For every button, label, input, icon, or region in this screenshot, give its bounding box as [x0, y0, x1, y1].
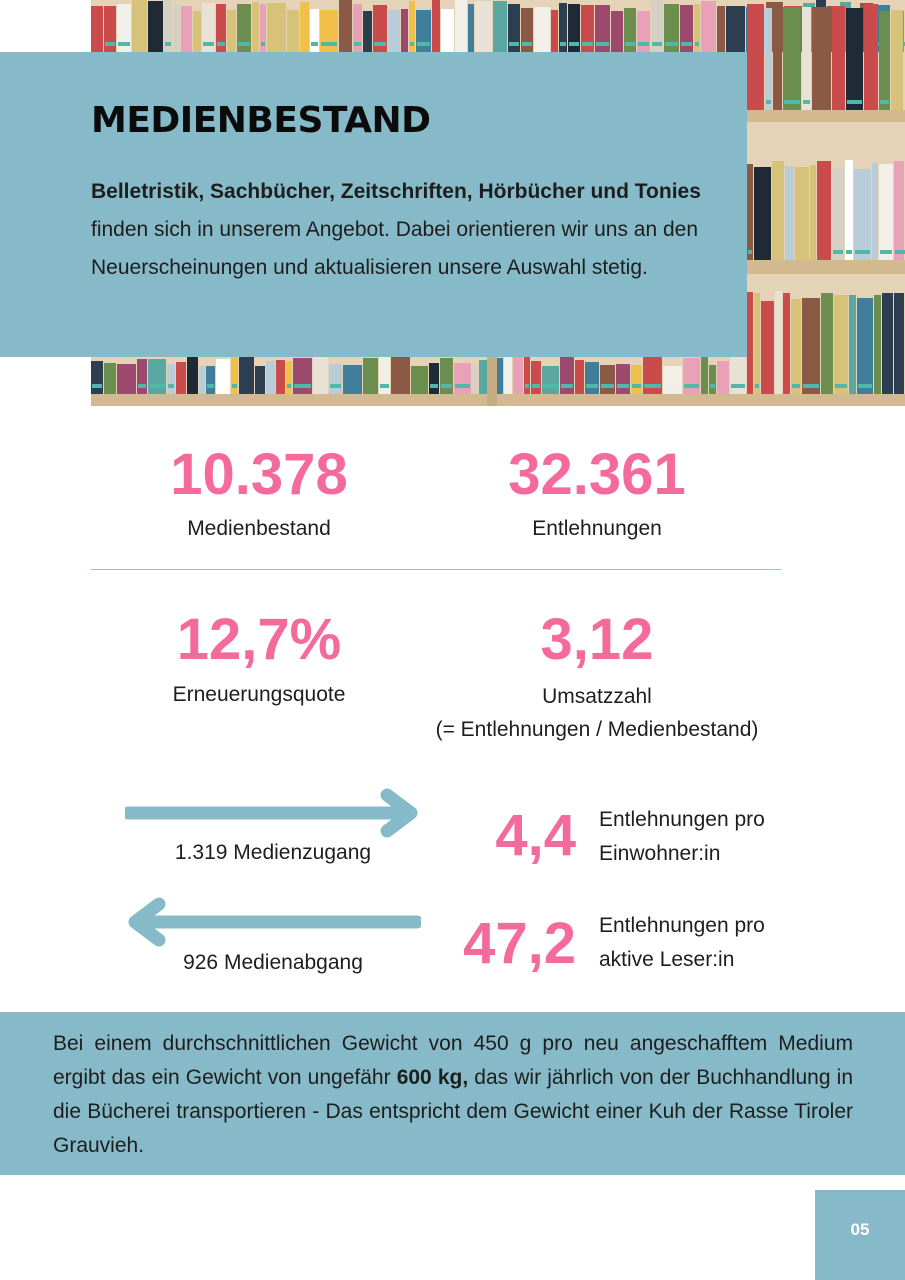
ratio-einwohner-line2: Einwohner:in	[599, 842, 721, 865]
stat-entlehnungen-label: Entlehnungen	[532, 517, 662, 540]
intro-text	[91, 173, 701, 287]
medienzugang-label: 1.319 Medienzugang	[174, 841, 372, 864]
weight-text-start: Bei einem durchschnittlichen Gewicht von 450 g pro neu angeschafftem Medium ergibt das ein Gewicht von ungefähr	[53, 1032, 853, 1089]
stat-erneuerungsquote-label: Erneuerungsquote	[172, 683, 346, 706]
ratio-einwohner-value: 4,4	[495, 803, 576, 868]
arrow-left-icon	[125, 897, 421, 947]
weight-text-bold: 600 kg,	[396, 1066, 469, 1089]
stat-medienbestand-label: Medienbestand	[187, 517, 331, 540]
arrow-right-icon	[125, 788, 421, 838]
stat-erneuerungsquote-value: 12,7%	[176, 607, 342, 672]
weight-text-end: das wir jährlich von der Buchhandlung in die Bücherei transportieren - Das entspricht dem Gewicht einer Kuh der Rasse Tiroler Grauvieh.	[53, 1066, 853, 1157]
ratio-aktive-value: 47,2	[463, 911, 576, 976]
ratio-einwohner-line1: Entlehnungen pro	[599, 808, 765, 831]
weight-text	[53, 1027, 853, 1163]
ratio-aktive-line2: aktive Leser:in	[599, 948, 735, 971]
ratio-aktive-text	[599, 909, 765, 977]
ratio-aktive-line1: Entlehnungen pro	[599, 914, 765, 937]
intro-rest-text: finden sich in unserem Angebot. Dabei orientieren wir uns an den Neuerscheinungen und aktualisieren unsere Auswahl stetig.	[91, 218, 699, 279]
page-number: 05	[850, 1220, 870, 1239]
stat-medienbestand-value: 10.378	[170, 442, 348, 507]
medienabgang-label: 926 Medienabgang	[183, 951, 363, 974]
stat-entlehnungen-value: 32.361	[508, 442, 686, 507]
stat-umsatzzahl-label: Umsatzzahl	[542, 685, 652, 708]
stat-umsatzzahl-note: (= Entlehnungen / Medienbestand)	[435, 718, 759, 741]
section-divider	[91, 569, 781, 570]
intro-bold-text: Belletristik, Sachbücher, Zeitschriften, Hörbücher und Tonies	[91, 180, 701, 203]
stat-umsatzzahl-value: 3,12	[540, 607, 654, 672]
page-title: MEDIENBESTAND	[91, 100, 431, 141]
ratio-einwohner-text	[599, 803, 765, 871]
